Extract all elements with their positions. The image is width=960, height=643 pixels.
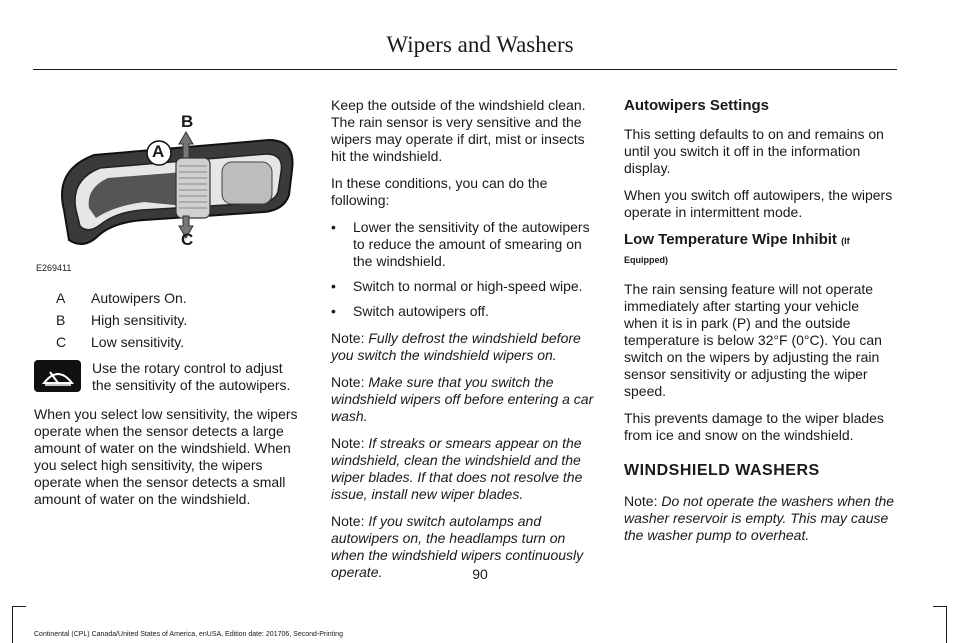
note [331, 374, 601, 425]
legend-text: Low sensitivity. [91, 334, 185, 350]
note-text: Fully defrost the windshield before you switch the windshield wipers on. [331, 330, 581, 363]
paragraph: When you switch off autowipers, the wipers operate in intermittent mode. [624, 187, 893, 220]
windshield-wiper-icon [34, 360, 81, 392]
legend-key: B [56, 312, 66, 328]
crop-mark [946, 606, 947, 643]
paragraph: This prevents damage to the wiper blades from ice and snow on the windshield. [624, 410, 884, 443]
list-item: • Switch to normal or high-speed wipe. [331, 278, 601, 295]
paragraph: Keep the outside of the windshield clean. The rain sensor is very sensitive and the wipers may operate if dirt, mist or insects hit the windshield. [331, 97, 586, 164]
note [331, 435, 601, 503]
title-divider [33, 69, 897, 70]
figure-code: E269411 [36, 263, 72, 273]
legend-text: Autowipers On. [91, 290, 187, 306]
note-label: Note: [624, 493, 658, 509]
paragraph: This setting defaults to on and remains on until you switch it off in the information display. [624, 126, 884, 176]
paragraph: The rain sensing feature will not operate immediately after starting your vehicle when it is in park (P) and the outside temperature is below 32°F (0°C). You can switch on the wipers by adjusting the rain sensor sensitivity or adjusting the wiper speed. [624, 281, 882, 399]
note [331, 330, 601, 364]
crop-mark [12, 606, 26, 607]
note-text: Do not operate the washers when the washer reservoir is empty. This may cause the washer pump to overheat. [624, 493, 895, 543]
page-number: 90 [472, 566, 488, 582]
rotary-control-note [34, 360, 304, 394]
list-item: • Lower the sensitivity of the autowipers to reduce the amount of smearing on the windshield. [331, 219, 601, 270]
rotary-control-text: Use the rotary control to adjust the sensitivity of the autowipers. [92, 360, 291, 393]
section-heading-washers: WINDSHIELD WASHERS [624, 462, 820, 479]
note-text: If you switch autolamps and autowipers on, the headlamps turn on when the windshield wipers continuously operate. [331, 513, 584, 580]
crop-mark [12, 606, 13, 643]
right-column [624, 97, 896, 554]
note-label: Note: [331, 374, 365, 390]
note [624, 493, 896, 544]
note-label: Note: [331, 330, 365, 346]
note-label: Note: [331, 435, 365, 451]
legend-text: High sensitivity. [91, 312, 188, 328]
section-heading-low-temp [624, 231, 896, 269]
figure-label-b: B [181, 112, 194, 131]
middle-column [331, 97, 601, 591]
page-title: Wipers and Washers [386, 32, 574, 57]
note-text: Make sure that you switch the windshield wipers off before entering a car wash. [331, 374, 594, 424]
wiper-stalk-figure [34, 110, 304, 275]
note-label: Note: [331, 513, 365, 529]
sensitivity-paragraph [34, 406, 304, 518]
legend-key: C [56, 334, 67, 350]
list-item: • Switch autowipers off. [331, 303, 601, 320]
paragraph: In these conditions, you can do the following: [331, 175, 548, 208]
wiper-stalk-illustration [34, 110, 304, 275]
legend-key: A [56, 290, 66, 306]
sensitivity-text: When you select low sensitivity, the wipers operate when the sensor detects a large amount of water on the windshield. When you select high sensitivity, the wipers operate when the sensor detects a small amount of water on the windshield. [34, 406, 298, 507]
figure-label-a: A [152, 142, 165, 161]
legend-row [34, 312, 304, 334]
figure-label-c: C [181, 230, 194, 249]
footer-text: Continental (CPL) Canada/United States of America, enUSA, Edition date: 201706, Second-Printing [34, 631, 343, 638]
bullet-list [331, 219, 601, 320]
section-heading-autowipers: Autowipers Settings [624, 97, 770, 114]
legend-row [34, 290, 304, 312]
if-equipped-label: (If Equipped) [624, 236, 850, 265]
note-text: If streaks or smears appear on the windshield, clean the windshield and the wiper blades. If that does not resolve the issue, install new wiper blades. [331, 435, 583, 502]
figure-legend [34, 290, 304, 356]
crop-mark [933, 606, 947, 607]
low-temp-title: Low Temperature Wipe Inhibit [624, 231, 837, 248]
legend-row [34, 334, 304, 356]
